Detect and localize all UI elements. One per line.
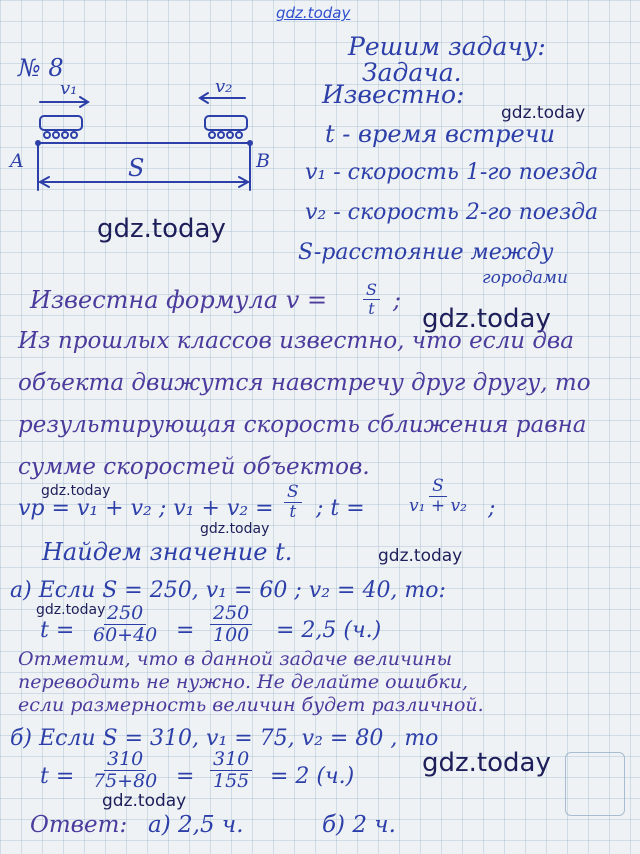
case-a-result: = 2,5 (ч.) <box>276 618 382 643</box>
formula-t-semicolon: ; <box>488 496 496 521</box>
case-b-eq: = <box>176 764 195 789</box>
known-title: Известно: <box>322 80 465 109</box>
find-value: Найдем значение t. <box>42 538 293 566</box>
note-line: переводить не нужно. Не делайте ошибки, <box>18 671 469 693</box>
answer-a: а) 2,5 ч. <box>148 812 244 838</box>
note-line: если размерность величин будет различной. <box>18 694 484 716</box>
case-b-t: t = <box>40 764 75 789</box>
explanation-line: Из прошлых классов известно, что если два <box>18 328 575 354</box>
case-a-f2-num: 250 <box>210 604 252 625</box>
formula-t-num: S <box>429 478 447 497</box>
watermark: gdz.today <box>200 521 270 537</box>
case-b-f1-num: 310 <box>104 750 146 771</box>
case-a-f1-den: 60+40 <box>93 623 158 646</box>
case-b-fraction-1 <box>90 750 160 792</box>
case-a-f2-den: 100 <box>213 623 250 646</box>
formula-t-text: ; t = <box>316 496 365 521</box>
case-a-f1-num: 250 <box>104 604 146 625</box>
case-a-condition: а) Если S = 250, v₁ = 60 ; v₂ = 40, то: <box>10 578 446 603</box>
known-item-v2: v₂ - скорость 2-го поезда <box>305 200 599 225</box>
known-item-s: S-расстояние между <box>298 240 554 265</box>
label-v2: v₂ <box>215 76 233 97</box>
case-b-fraction-2 <box>210 750 252 792</box>
watermark: gdz.today <box>102 791 187 811</box>
case-a-eq: = <box>176 618 195 643</box>
known-formula-text: Известна формула v = <box>30 286 328 314</box>
explanation-line: результирующая скорость сближения равна <box>18 412 587 438</box>
answer-b: б) 2 ч. <box>322 812 396 838</box>
explanation-line: объекта движутся навстречу друг другу, то <box>18 370 591 396</box>
formula-semicolon: ; <box>393 286 402 314</box>
case-a-t: t = <box>40 618 75 643</box>
formula-st-den: t <box>289 501 297 522</box>
case-b-result: = 2 (ч.) <box>270 764 355 789</box>
heading-solve: Решим задачу: <box>348 32 546 61</box>
watermark: gdz.today <box>501 103 586 123</box>
watermark: gdz.today <box>378 546 463 566</box>
known-item-cities: городами <box>482 268 568 288</box>
label-v1: v₁ <box>60 78 78 99</box>
train-1 <box>40 116 82 130</box>
case-a-fraction-1 <box>90 604 160 646</box>
watermark: gdz.today <box>36 602 106 618</box>
answer-label: Ответ: <box>30 812 128 838</box>
train-2 <box>205 116 247 130</box>
case-b-condition: б) Если S = 310, v₁ = 75, v₂ = 80 , то <box>10 726 439 751</box>
watermark: gdz.today <box>41 483 111 499</box>
formula-den: t <box>368 298 375 318</box>
case-b-f2-num: 310 <box>210 750 252 771</box>
note-line: Отметим, что в данной задаче величины <box>18 648 453 670</box>
case-b-f2-den: 155 <box>213 769 250 792</box>
label-b: B <box>256 150 270 172</box>
formula-t-den: v₁ + v₂ <box>409 495 467 516</box>
watermark: gdz.today <box>97 214 226 244</box>
watermark: gdz.today <box>422 748 551 778</box>
known-item-t: t - время встречи <box>325 120 556 148</box>
label-a: A <box>10 150 24 172</box>
explanation-line: сумме скоростей объектов. <box>18 454 370 480</box>
heading-task: Задача. <box>362 58 462 87</box>
case-b-f1-den: 75+80 <box>93 769 158 792</box>
formula-num: S <box>363 282 380 300</box>
known-item-v1: v₁ - скорость 1-го поезда <box>305 160 599 185</box>
case-a-fraction-2 <box>210 604 252 646</box>
problem-number: № 8 <box>18 54 64 82</box>
watermark: gdz.today <box>422 304 551 334</box>
formula-st-num: S <box>284 484 302 503</box>
watermark-top[interactable]: gdz.today <box>276 4 351 22</box>
label-s: S <box>128 154 145 182</box>
formula-t-fraction <box>406 478 470 516</box>
formula-v-fraction <box>363 282 380 317</box>
formula-st-fraction <box>284 484 302 522</box>
formula-sum-text: vр = v₁ + v₂ ; v₁ + v₂ = <box>18 496 274 521</box>
